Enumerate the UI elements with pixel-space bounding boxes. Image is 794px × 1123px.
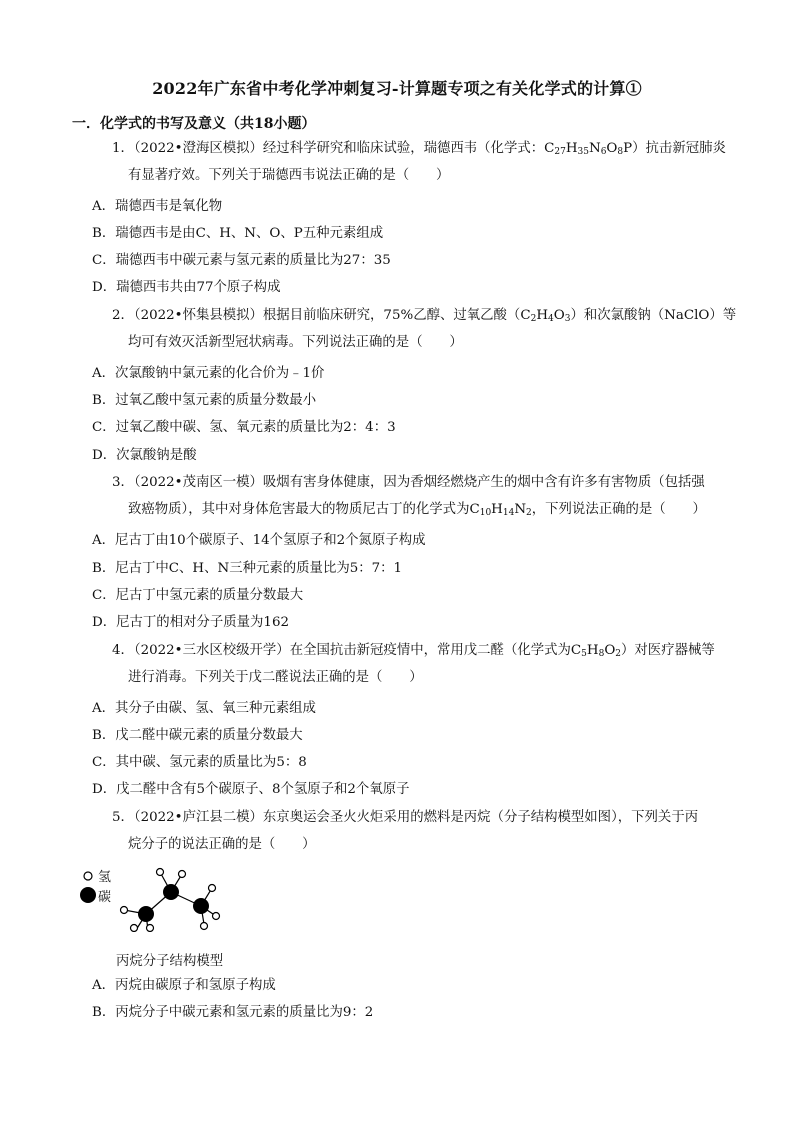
question-4-option-a: A．其分子由碳、氢、氧三种元素组成 bbox=[92, 701, 316, 716]
question-1-stem: 1．（2022•澄海区模拟）经过科学研究和临床试验，瑞德西韦（化学式：$C_{27}H_{35}N_6O_8P$）抗击新冠肺炎 bbox=[112, 141, 726, 157]
legend-hydrogen-symbol bbox=[84, 872, 92, 880]
question-2-option-a: A．次氯酸钠中氯元素的化合价为﹣1价 bbox=[92, 366, 325, 381]
question-4-stem: 4．（2022•三水区校级开学）在全国抗击新冠疫情中，常用戊二醛（化学式为$C_5H_8O_2$）对医疗器械等 bbox=[112, 643, 715, 659]
question-4-option-d: D．戊二醛中含有5个碳原子、8个氢原子和2个氧原子 bbox=[92, 782, 410, 797]
question-2-option-d: D．次氯酸钠是酸 bbox=[92, 448, 197, 463]
question-4-stem-cont: 进行消毒。下列关于戊二醛说法正确的是（ ） bbox=[128, 670, 423, 685]
question-2-option-b: B．过氧乙酸中氢元素的质量分数最小 bbox=[92, 393, 317, 408]
question-1-option-d: D．瑞德西韦共由77个原子构成 bbox=[92, 280, 281, 295]
question-2-stem: 2．（2022•怀集县模拟）根据目前临床研究，75%乙醇、过氧乙酸$(C_2H_4O_3)$和次氯酸钠（NaClO）等 bbox=[112, 308, 737, 324]
question-3-stem: 3．（2022•茂南区一模）吸烟有害身体健康，因为香烟经燃烧产生的烟中含有许多有害物质（包括强 bbox=[112, 475, 705, 490]
question-5-stem: 5．（2022•庐江县二模）东京奥运会圣火火炬采用的燃料是丙烷（分子结构模型如图），下列关于丙 bbox=[112, 810, 699, 825]
question-1-option-c: C．瑞德西韦中碳元素与氢元素的质量比为27：35 bbox=[92, 253, 391, 268]
question-3-option-a: A．尼古丁由10个碳原子、14个氢原子和2个氮原子构成 bbox=[92, 533, 426, 548]
question-2-option-c: C．过氧乙酸中碳、氢、氧元素的质量比为2：4：3 bbox=[92, 420, 396, 435]
page-title: 2022年广东省中考化学冲刺复习-计算题专项之有关化学式的计算① bbox=[152, 79, 642, 98]
question-1-stem-cont: 有显著疗效。下列关于瑞德西韦说法正确的是（ ） bbox=[128, 168, 450, 183]
question-5-option-a: A．丙烷由碳原子和氢原子构成 bbox=[92, 978, 276, 993]
propane-model-figure bbox=[76, 862, 236, 932]
question-4-option-b: B．戊二醛中碳元素的质量分数最大 bbox=[92, 728, 303, 743]
legend-carbon-symbol bbox=[80, 887, 96, 903]
question-3-option-b: B．尼古丁中C、H、N三种元素的质量比为5：7：1 bbox=[92, 561, 403, 576]
formula-remdesivir: $C_{27}H_{35}N_6O_8P$ bbox=[544, 141, 633, 157]
section-heading: 一．化学式的书写及意义（共18小题） bbox=[72, 116, 316, 132]
formula-glutaraldehyde: $C_5H_8O_2$ bbox=[570, 643, 622, 659]
figure-caption: 丙烷分子结构模型 bbox=[116, 954, 224, 969]
question-5-option-b: B．丙烷分子中碳元素和氢元素的质量比为9：2 bbox=[92, 1005, 374, 1020]
formula-peracetic-acid: $C_2H_4O_3$ bbox=[520, 308, 571, 324]
question-3-option-d: D．尼古丁的相对分子质量为162 bbox=[92, 615, 289, 630]
carbon-atoms bbox=[138, 884, 209, 922]
question-3-stem-cont: 致癌物质），其中对身体危害最大的物质尼古丁的化学式为$C_{10}H_{14}N_2$，下列说法正确的是（ ） bbox=[128, 502, 706, 518]
question-1-option-b: B．瑞德西韦是由C、H、N、O、P五种元素组成 bbox=[92, 226, 384, 241]
legend-carbon-label: 碳 bbox=[98, 890, 112, 905]
question-3-option-c: C．尼古丁中氢元素的质量分数最大 bbox=[92, 588, 304, 603]
legend-hydrogen-label: 氢 bbox=[98, 870, 112, 885]
formula-nicotine: $C_{10}H_{14}N_2$ bbox=[469, 502, 532, 518]
question-4-option-c: C．其中碳、氢元素的质量比为5：8 bbox=[92, 755, 307, 770]
question-2-stem-cont: 均可有效灭活新型冠状病毒。下列说法正确的是（ ） bbox=[128, 335, 463, 350]
question-1-option-a: A．瑞德西韦是氧化物 bbox=[92, 199, 223, 214]
question-5-stem-cont: 烷分子的说法正确的是（ ） bbox=[128, 837, 316, 852]
